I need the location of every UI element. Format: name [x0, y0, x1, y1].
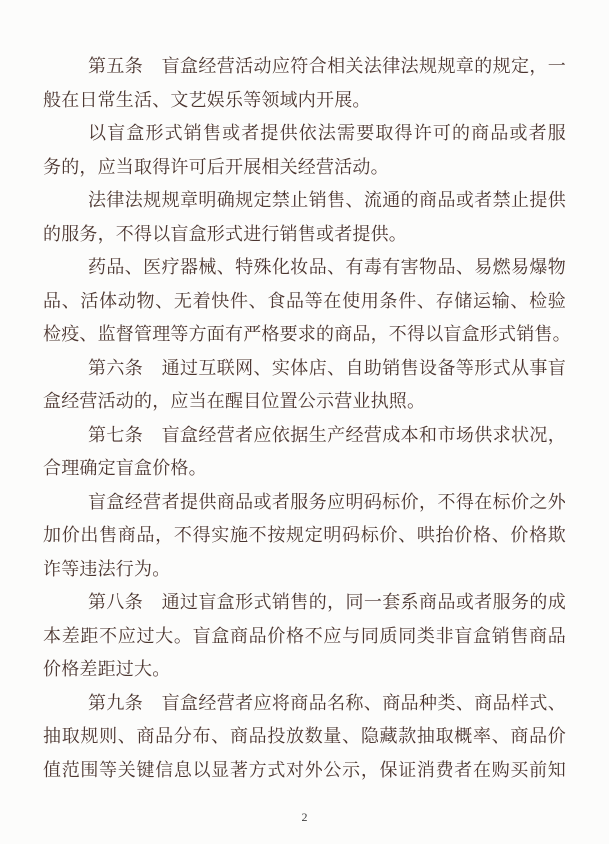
- text-line: 抽取规则、商品分布、商品投放数量、隐藏款抽取概率、商品价: [43, 726, 566, 746]
- text-line: 盲盒经营者提供商品或者服务应明码标价，不得在标价之外: [88, 491, 566, 512]
- text-line: 务的，应当取得许可后开展相关经营活动。: [43, 156, 389, 177]
- text-line: 加价出售商品，不得实施不按规定明码标价、哄抬价格、价格欺: [43, 525, 566, 545]
- text-line: 的服务，不得以盲盒形式进行销售或者提供。: [43, 223, 407, 244]
- text-line: 盒经营活动的，应当在醒目位置公示营业执照。: [43, 391, 426, 411]
- text-line: 般在日常生活、文艺娱乐等领域内开展。: [43, 89, 371, 110]
- text-line: 第七条 盲盒经营者应依据生产经营成本和市场供求状况，: [88, 424, 566, 445]
- text-line: 药品、医疗器械、特殊化妆品、有毒有害物品、易燃易爆物: [88, 257, 566, 277]
- text-line: 值范围等关键信息以显著方式对外公示，保证消费者在购买前知: [43, 759, 566, 780]
- text-line: 法律法规规章明确规定禁止销售、流通的商品或者禁止提供: [88, 190, 566, 210]
- page-number: 2: [301, 810, 308, 824]
- text-line: 第五条 盲盒经营活动应符合相关法律法规规章的规定，一: [88, 56, 566, 76]
- text-line: 品、活体动物、无着快件、食品等在使用条件、存储运输、检验: [43, 290, 566, 311]
- text-line: 第九条 盲盒经营者应将商品名称、商品种类、商品样式、: [88, 692, 566, 713]
- text-line: 第八条 通过盲盒形式销售的，同一套系商品或者服务的成: [88, 592, 566, 612]
- text-line: 诈等违法行为。: [43, 558, 171, 579]
- text-line: 以盲盒形式销售或者提供依法需要取得许可的商品或者服: [88, 123, 566, 143]
- text-line: 检疫、监督管理等方面有严格要求的商品，不得以盲盒形式销售。: [43, 324, 571, 344]
- text-line: 本差距不应过大。盲盒商品价格不应与同质同类非盲盒销售商品: [43, 625, 566, 646]
- text-line: 价格差距过大。: [43, 659, 171, 679]
- text-line: 第六条 通过互联网、实体店、自助销售设备等形式从事盲: [88, 357, 566, 378]
- text-line: 合理确定盲盒价格。: [43, 458, 207, 478]
